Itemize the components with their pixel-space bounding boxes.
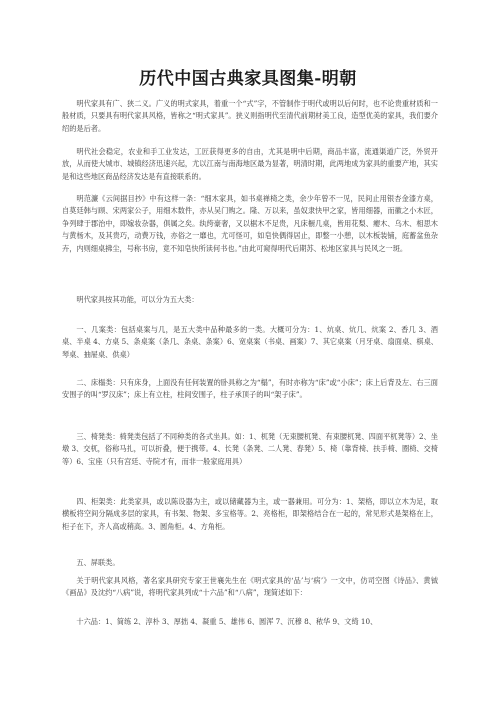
- paragraph-style: 关于明代家具风格，著名家具研究专家王世襄先生在《明式家具的‘品’与‘病’》一文中，仿司空图《诗品》、黄钺《画品》及沈约“八病”说，将明代家具列成“十六品”和“八病”，现简述如下：: [62, 576, 438, 598]
- paragraph-categories-intro: 明代家具按其功能，可以分为五大类：: [76, 295, 199, 304]
- paragraph-category-beds: 二、床榻类：只有床身，上面没有任何装置的卧具称之为“榻”，有时亦称为“床”或“小床”；床上后背及左、右三面安围子的叫“罗汉床”；床上有立柱，柱间安围子，柱子承顶子的叫“架子床”。: [62, 378, 438, 400]
- paragraph-category-cabinets: 四、柜架类：此类家具，或以陈设器为主，或以储藏器为主，或一器兼用。可分为：1、架格，即以立木为足，取横板将空间分隔成多层的家具，有书架、物架、多宝格等。2、亮格柜，即架格结合在一起的，常见形式是架格在上，柜子在下，齐人高或稍高。3、圆角柜。4、方角柜。: [62, 497, 438, 531]
- page-title: 历代中国古典家具图集-明朝: [139, 69, 357, 89]
- paragraph-society: 明代社会稳定，农业和手工业发达，工匠获得更多的自由，尤其是明中后期，商品丰富，流通渠道广泛，外贸开放，从而使大城市、城镇经济迅速兴起，尤以江南与南海地区最为显著，明清时期，此两地成为家具的重要产地，其实是和这些地区商品经济发达是有直接联系的。: [62, 147, 438, 181]
- paragraph-category-tables: 一、几案类：包括桌案与几，是五大类中品种最多的一类。大概可分为：1、炕桌、炕几、炕案 2、香几 3、酒桌、半桌 4、方桌 5、条桌案（条几、条桌、条案）6、宽桌案（书桌、画案）7、其它桌案（月牙桌、扇面桌、棋桌、琴桌、抽屉桌、供桌）: [62, 325, 438, 359]
- paragraph-definition: 明代家具有广、狭二义。广义的明式家具，着重一个“式”字，不管制作于明代或明以后何时，也不论贵重材质和一般材质，只要具有明代家具风格，皆称之“明式家具”。狭义则指明代至清代前期材美工良，造型优美的家具，我们要介绍的是后者。: [62, 99, 438, 133]
- paragraph-sixteen-grades: 十六品：1、简练 2、淳朴 3、厚拙 4、凝重 5、雄伟 6、圆浑 7、沉穆 8、秾华 9、文绮 10、: [76, 617, 378, 626]
- paragraph-category-seats: 三、椅凳类：椅凳类包括了不同种类的各式坐具。如：1、杌凳（无束腰杌凳、有束腰杌凳、四面平杌凳等）2、坐墩 3、交杌，俗称马扎，可以折叠，便于携带。4、长凳（条凳、二人凳、春凳）5、椅（靠背椅、扶手椅、圈椅、交椅等）6、宝座（只有宫廷、寺院才有，而非一般家庭用具）: [62, 432, 438, 466]
- paragraph-quote: 明范濂《云间据目抄》中有这样一条：“细木家具，如书桌禅椅之类，余少年曾不一见，民间止用银杏金漆方桌，自莫廷韩与顾、宋两家公子，用细木数件，亦从吴门购之。隆、万以来，虽奴隶快甲之家，皆用细器，而徽之小木匠，争列肆于郡治中，即嫁妆杂器，俱属之矣。纨绔豪奢，又以椐木不足贵，凡床橱几桌，皆用花梨、瘿木、乌木、相思木与黄杨木，及其贵巧，动费万钱，亦俗之一靡也，尤可怪可，如皂快偶得居止，即整一小憩，以木板装铺，庭蓄盆鱼杂卉，内则细桌拂尘，号称书房，竟不知皂快所读何书也。”由此可窥得明代后期苏、松地区家具与民风之一斑。: [62, 194, 438, 253]
- paragraph-category-screens: 五、屏联类。: [76, 558, 120, 567]
